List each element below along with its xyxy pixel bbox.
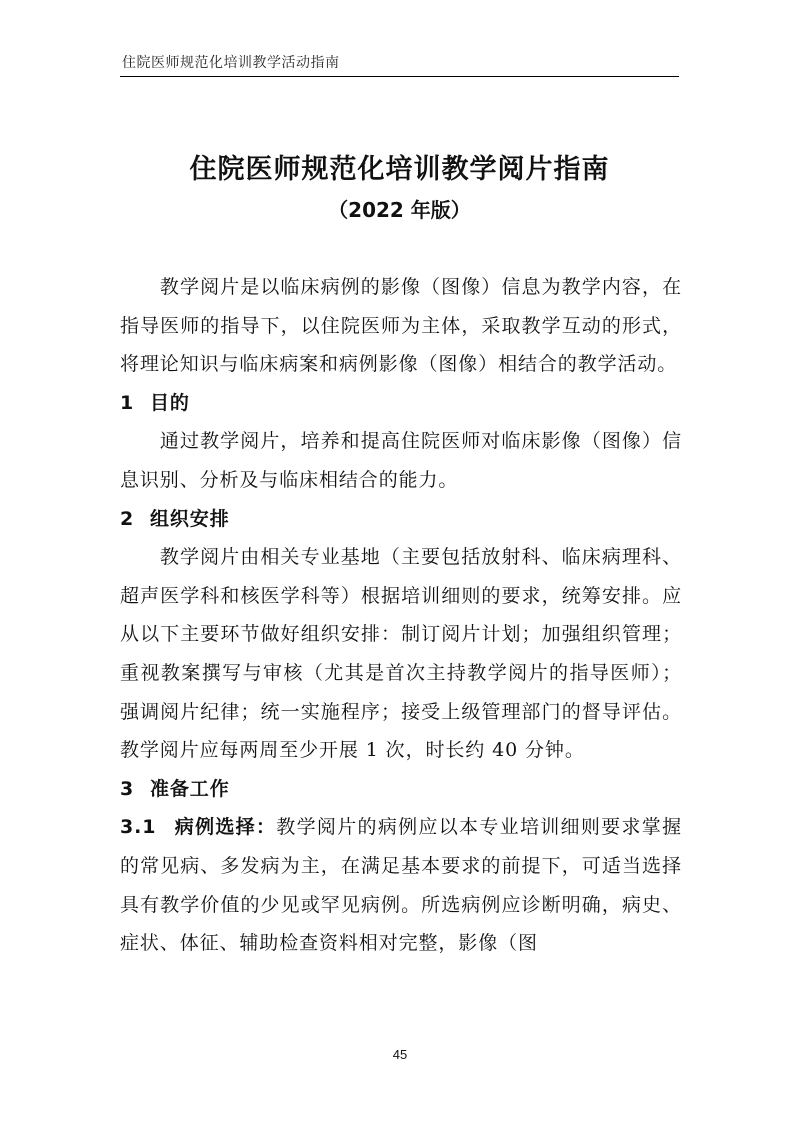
document-title: 住院医师规范化培训教学阅片指南 <box>189 154 610 185</box>
section-heading-organization <box>120 500 682 539</box>
section-heading-purpose <box>120 384 682 423</box>
intro-paragraph: 教学阅片是以临床病例的影像（图像）信息为教学内容，在指导医师的指导下，以住院医师为主体，采取教学互动的形式，将理论知识与临床病案和病例影像（图像）相结合的教学活动。 <box>120 276 682 376</box>
subsection-paragraph-case-selection <box>120 808 682 962</box>
running-header <box>120 52 679 77</box>
subsection-text: 教学阅片的病例应以本专业培训细则要求掌握的常见病、多发病为主，在满足基本要求的前提下，可适当选择具有教学价值的少见或罕见病例。所选病例应诊断明确，病史、症状、体征、辅助检查资料相对完整，影像（图 <box>120 816 682 955</box>
section-number: 1 <box>120 391 135 414</box>
section-number: 3 <box>120 777 135 800</box>
section-paragraph-organization: 教学阅片由相关专业基地（主要包括放射科、临床病理科、超声医学科和核医学科等）根据培训细则的要求，统筹安排。应从以下主要环节做好组织安排：制订阅片计划；加强组织管理；重视教案撰写与审核（尤其是首次主持教学阅片的指导医师）；强调阅片纪律；统一实施程序；接受上级管理部门的督导评估。教学阅片应每两周至少开展 1 次，时长约 40 分钟。 <box>120 546 682 762</box>
document-edition: （2022 年版） <box>328 198 471 222</box>
header-title: 住院医师规范化培训教学活动指南 <box>122 55 340 71</box>
subsection-number: 3.1 <box>120 816 157 839</box>
page-number: 45 <box>392 1047 408 1062</box>
section-title: 组织安排 <box>150 507 230 530</box>
section-title: 准备工作 <box>150 777 230 800</box>
section-title: 目的 <box>150 391 190 414</box>
subsection-label: 病例选择： <box>174 816 277 839</box>
section-paragraph-purpose: 通过教学阅片，培养和提高住院医师对临床影像（图像）信息识别、分析及与临床相结合的能力。 <box>120 430 682 491</box>
section-number: 2 <box>120 507 135 530</box>
section-heading-preparation <box>120 770 682 809</box>
document-body <box>120 268 682 963</box>
